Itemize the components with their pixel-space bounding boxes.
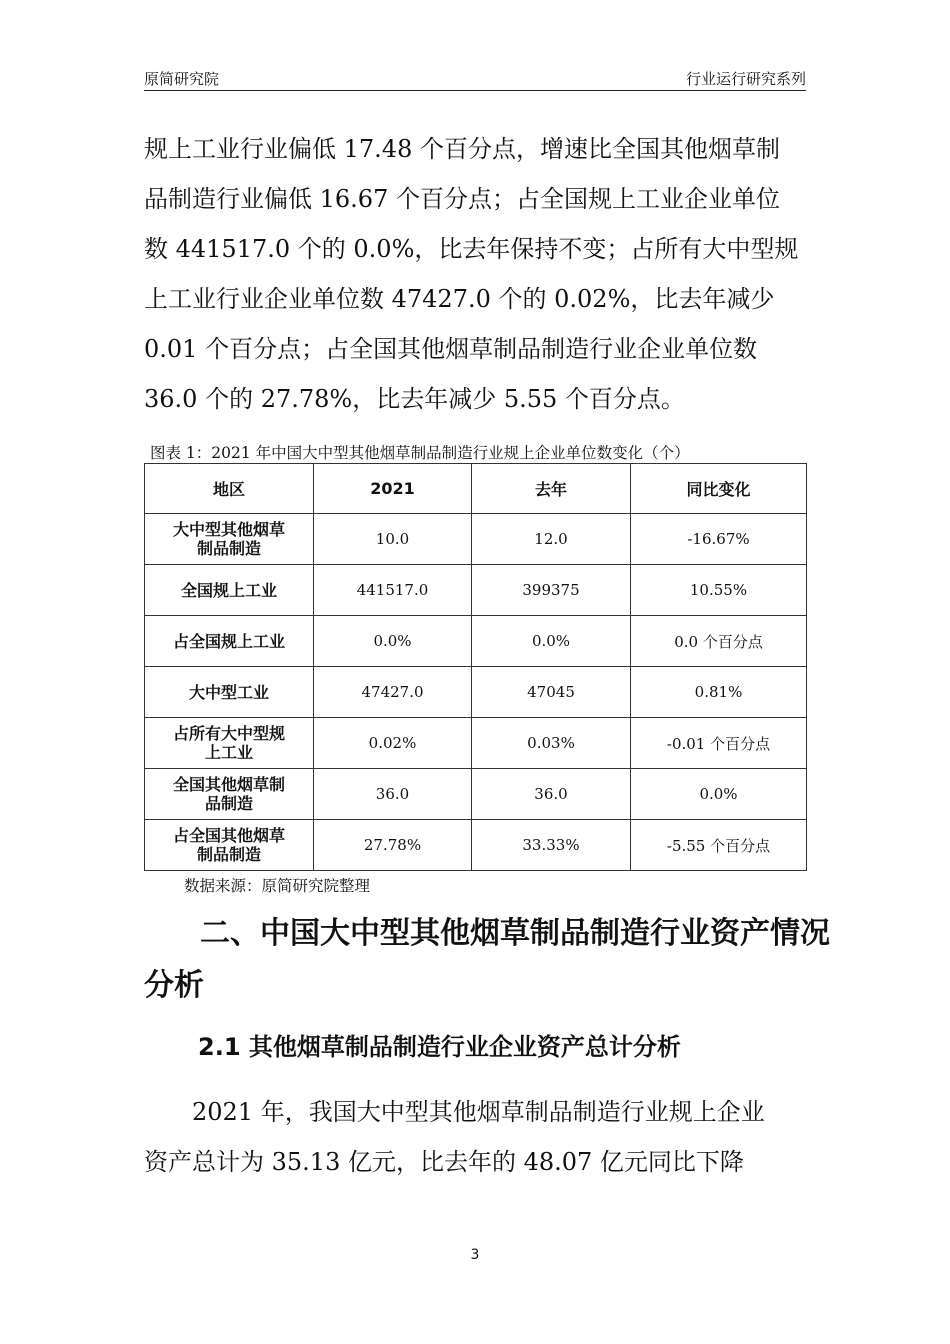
table-caption: 图表 1：2021 年中国大中型其他烟草制品制造行业规上企业单位数变化（个） (150, 444, 690, 462)
enterprise-count-table (144, 463, 807, 871)
page-number: 3 (470, 1247, 480, 1263)
cell-2021: 47427.0 (314, 667, 472, 718)
column-header-yoy-change: 同比变化 (631, 464, 807, 514)
cell-yoy-change: -5.55 个百分点 (631, 820, 807, 871)
page-header (144, 64, 806, 91)
body-paragraph-1 (144, 124, 808, 424)
paragraph-line: 0.01 个百分点；占全国其他烟草制品制造行业企业单位数 (144, 335, 758, 363)
row-label: 全国其他烟草制 品制造 (145, 769, 314, 820)
paragraph-line: 规上工业行业偏低 17.48 个百分点，增速比全国其他烟草制 (144, 135, 780, 163)
column-header-2021: 2021 (314, 464, 472, 514)
heading-line: 分析 (144, 968, 204, 1003)
table-row (145, 514, 807, 565)
heading-line: 二、中国大中型其他烟草制品制造行业资产情况 (200, 916, 830, 951)
row-label: 占全国规上工业 (145, 616, 314, 667)
cell-yoy-change: 0.81% (631, 667, 807, 718)
cell-last-year: 0.0% (472, 616, 631, 667)
cell-2021: 0.02% (314, 718, 472, 769)
table-row (145, 565, 807, 616)
cell-yoy-change: 0.0 个百分点 (631, 616, 807, 667)
row-label: 占全国其他烟草 制品制造 (145, 820, 314, 871)
table-row (145, 718, 807, 769)
row-label: 全国规上工业 (145, 565, 314, 616)
table-row (145, 769, 807, 820)
table-row (145, 667, 807, 718)
paragraph-line: 36.0 个的 27.78%，比去年减少 5.55 个百分点。 (144, 385, 685, 413)
cell-2021: 0.0% (314, 616, 472, 667)
cell-yoy-change: -16.67% (631, 514, 807, 565)
column-header-last-year: 去年 (472, 464, 631, 514)
row-label: 占所有大中型规 上工业 (145, 718, 314, 769)
cell-2021: 441517.0 (314, 565, 472, 616)
cell-2021: 10.0 (314, 514, 472, 565)
cell-yoy-change: 10.55% (631, 565, 807, 616)
cell-last-year: 36.0 (472, 769, 631, 820)
paragraph-line: 数 441517.0 个的 0.0%，比去年保持不变；占所有大中型规 (144, 235, 799, 263)
table-row (145, 616, 807, 667)
table-header-row (145, 464, 807, 514)
section-heading (144, 908, 830, 1012)
paragraph-line: 2021 年，我国大中型其他烟草制品制造行业规上企业 (192, 1098, 765, 1126)
row-label: 大中型工业 (145, 667, 314, 718)
cell-last-year: 47045 (472, 667, 631, 718)
paragraph-line: 资产总计为 35.13 亿元，比去年的 48.07 亿元同比下降 (144, 1148, 744, 1176)
subsection-heading: 2.1 其他烟草制品制造行业企业资产总计分析 (198, 1033, 681, 1061)
header-series-name: 行业运行研究系列 (685, 70, 806, 88)
row-label: 大中型其他烟草 制品制造 (145, 514, 314, 565)
cell-2021: 36.0 (314, 769, 472, 820)
cell-last-year: 399375 (472, 565, 631, 616)
paragraph-line: 品制造行业偏低 16.67 个百分点；占全国规上工业企业单位 (144, 185, 780, 213)
cell-last-year: 33.33% (472, 820, 631, 871)
cell-last-year: 0.03% (472, 718, 631, 769)
data-source-note: 数据来源：原简研究院整理 (184, 877, 371, 895)
column-header-region: 地区 (145, 464, 314, 514)
paragraph-line: 上工业行业企业单位数 47427.0 个的 0.02%，比去年减少 (144, 285, 775, 313)
cell-yoy-change: -0.01 个百分点 (631, 718, 807, 769)
cell-2021: 27.78% (314, 820, 472, 871)
body-paragraph-2 (144, 1087, 808, 1187)
table-row (145, 820, 807, 871)
header-org-name: 原简研究院 (144, 70, 220, 88)
cell-yoy-change: 0.0% (631, 769, 807, 820)
cell-last-year: 12.0 (472, 514, 631, 565)
